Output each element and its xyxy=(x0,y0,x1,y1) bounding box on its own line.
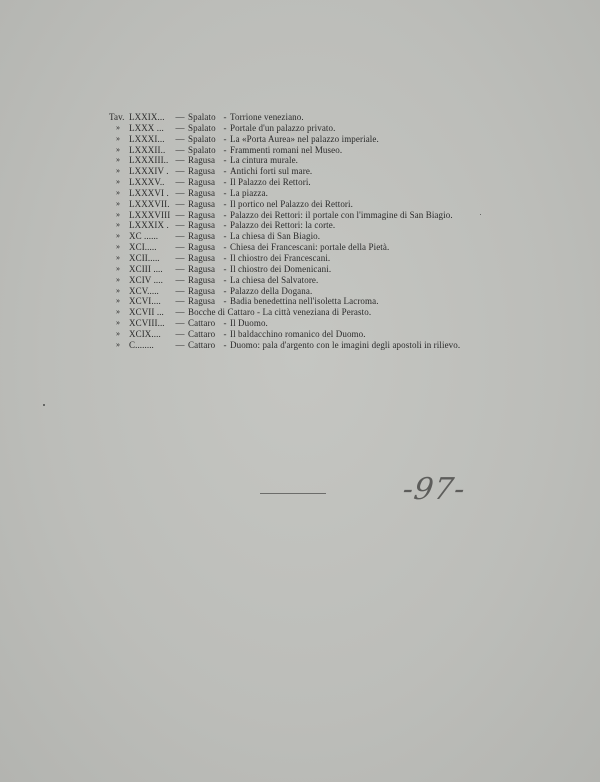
plate-description: La piazza. xyxy=(230,187,268,198)
plate-prefix: » xyxy=(115,328,121,338)
plate-row xyxy=(109,231,460,242)
plate-dash: — xyxy=(175,155,185,166)
plate-dash: — xyxy=(175,296,185,307)
plate-row xyxy=(109,188,460,199)
plate-separator: - xyxy=(223,328,227,339)
plate-prefix: » xyxy=(115,231,121,241)
plate-number: XC ...... xyxy=(129,231,159,242)
plate-prefix: » xyxy=(115,198,121,208)
plate-separator: - xyxy=(223,296,227,307)
plate-row xyxy=(109,177,460,188)
plate-city: Ragusa xyxy=(188,187,216,198)
plate-number: XCII..... xyxy=(129,252,160,263)
plate-separator: - xyxy=(223,122,227,133)
paper-speck xyxy=(480,214,481,215)
plate-number: XCVII ... xyxy=(129,307,164,318)
plate-number: LXXXIII.. xyxy=(129,155,169,166)
plate-dash: — xyxy=(175,274,185,285)
plate-prefix: » xyxy=(115,318,121,328)
plate-prefix: » xyxy=(115,274,121,284)
plate-separator: - xyxy=(223,231,227,242)
plate-dash: — xyxy=(175,144,185,155)
plate-city: Ragusa xyxy=(188,231,216,242)
plate-prefix: » xyxy=(115,187,121,197)
plate-city: Ragusa xyxy=(188,242,216,253)
plate-description: Portale d'un palazzo privato. xyxy=(230,122,336,133)
plate-number: XCIII .... xyxy=(129,263,163,274)
plate-separator: - xyxy=(223,177,227,188)
plate-prefix: » xyxy=(115,252,121,262)
plate-row xyxy=(109,134,460,145)
plate-prefix: » xyxy=(115,242,121,252)
plate-separator: - xyxy=(223,209,227,220)
plate-city: Ragusa xyxy=(188,220,216,231)
plate-separator: - xyxy=(223,155,227,166)
plate-dash: — xyxy=(175,122,185,133)
plate-number: LXXXVI . xyxy=(129,187,169,198)
plate-separator: - xyxy=(223,274,227,285)
plate-city: Cattaro xyxy=(188,339,216,350)
plate-separator: - xyxy=(223,133,227,144)
plate-row xyxy=(109,145,460,156)
plate-description: La chiesa del Salvatore. xyxy=(230,274,319,285)
plate-city: Ragusa xyxy=(188,155,216,166)
plate-row xyxy=(109,286,460,297)
plate-description: Il chiostro dei Domenicani. xyxy=(230,263,332,274)
plate-description: Duomo: pala d'argento con le imagini degli apostoli in rilievo. xyxy=(230,339,461,350)
plate-prefix: » xyxy=(115,285,121,295)
plate-description: Frammenti romani nel Museo. xyxy=(230,144,343,155)
plate-prefix: » xyxy=(115,166,121,176)
plate-number: XCV..... xyxy=(129,285,159,296)
plate-number: LXXXIV . xyxy=(129,166,169,177)
plate-row xyxy=(109,275,460,286)
plate-city: Cattaro xyxy=(188,318,216,329)
plate-separator: - xyxy=(223,285,227,296)
plate-description: Badia benedettina nell'isoletta Lacroma. xyxy=(230,296,379,307)
plate-separator: - xyxy=(223,220,227,231)
plate-number: LXXXVIII xyxy=(129,209,171,220)
paper-speck xyxy=(43,404,45,406)
plate-number: LXXXIX . xyxy=(129,220,169,231)
plate-separator: - xyxy=(223,187,227,198)
plate-row xyxy=(109,123,460,134)
plate-description: Chiesa dei Francescani: portale della Pietà. xyxy=(230,242,390,253)
plate-separator: - xyxy=(223,252,227,263)
plate-dash: — xyxy=(175,187,185,198)
plate-row xyxy=(109,253,460,264)
plate-city: Ragusa xyxy=(188,285,216,296)
plate-dash: — xyxy=(175,285,185,296)
plate-description: La chiesa di San Biagio. xyxy=(230,231,321,242)
plate-row xyxy=(109,166,460,177)
plate-dash: — xyxy=(175,133,185,144)
plate-separator: - xyxy=(223,242,227,253)
plate-description: Palazzo dei Rettori: il portale con l'immagine di San Biagio. xyxy=(230,209,453,220)
plate-row xyxy=(109,318,460,329)
plate-dash: — xyxy=(175,177,185,188)
plate-dash: — xyxy=(175,328,185,339)
plate-row xyxy=(109,210,460,221)
page-number: -97- xyxy=(400,472,468,507)
plate-number: LXXIX... xyxy=(129,112,165,122)
divider-rule xyxy=(260,493,326,494)
plate-number: LXXXV.. xyxy=(129,177,165,188)
plate-prefix: » xyxy=(115,122,121,132)
plate-description: La cintura murale. xyxy=(230,155,299,166)
plate-prefix: » xyxy=(115,296,121,306)
plate-row xyxy=(109,242,460,253)
plate-prefix: » xyxy=(115,263,121,273)
plate-description: Palazzo della Dogana. xyxy=(230,285,313,296)
plate-city: Cattaro xyxy=(188,328,216,339)
plate-row xyxy=(109,112,460,123)
plate-number: C........ xyxy=(129,339,154,350)
plate-dash: — xyxy=(175,220,185,231)
plate-number: XCI..... xyxy=(129,242,157,253)
plate-dash: — xyxy=(175,242,185,253)
plate-list xyxy=(109,112,460,351)
plate-prefix: » xyxy=(115,307,121,317)
plate-prefix: » xyxy=(115,220,121,230)
plate-separator: - xyxy=(223,144,227,155)
plate-prefix: » xyxy=(115,339,121,349)
plate-dash: — xyxy=(175,166,185,177)
plate-separator: - xyxy=(223,112,227,122)
plate-city: Ragusa xyxy=(188,274,216,285)
plate-description: La «Porta Aurea» nel palazzo imperiale. xyxy=(230,133,379,144)
plate-prefix: » xyxy=(115,133,121,143)
plate-prefix: » xyxy=(115,144,121,154)
plate-city: Spalato xyxy=(188,112,216,122)
plate-separator: - xyxy=(223,166,227,177)
plate-city: Spalato xyxy=(188,133,216,144)
plate-description: Il Palazzo dei Rettori. xyxy=(230,177,311,188)
plate-row xyxy=(109,340,460,351)
plate-number: LXXXI... xyxy=(129,133,165,144)
plate-dash: — xyxy=(175,231,185,242)
plate-number: LXXX ... xyxy=(129,122,164,133)
plate-prefix: » xyxy=(115,155,121,165)
plate-city: Ragusa xyxy=(188,296,216,307)
plate-row xyxy=(109,199,460,210)
plate-number: LXXXII.. xyxy=(129,144,166,155)
plate-dash: — xyxy=(175,307,185,318)
plate-city: Ragusa xyxy=(188,166,216,177)
plate-separator: - xyxy=(223,263,227,274)
plate-description: Il Duomo. xyxy=(230,318,268,329)
plate-description: Il chiostro dei Francescani. xyxy=(230,252,331,263)
plate-separator: - xyxy=(223,198,227,209)
plate-prefix: » xyxy=(115,177,121,187)
plate-city: Ragusa xyxy=(188,177,216,188)
plate-number: XCIV .... xyxy=(129,274,163,285)
plate-city: Ragusa xyxy=(188,198,216,209)
plate-dash: — xyxy=(175,263,185,274)
plate-dash: — xyxy=(175,198,185,209)
plate-city: Spalato xyxy=(188,122,216,133)
plate-number: LXXXVII. xyxy=(129,198,170,209)
plate-number: XCVI.... xyxy=(129,296,161,307)
plate-location-description: Bocche di Cattaro - La città veneziana di Perasto. xyxy=(188,307,372,318)
plate-description: Il baldacchino romanico del Duomo. xyxy=(230,328,366,339)
plate-row xyxy=(109,155,460,166)
plate-city: Ragusa xyxy=(188,263,216,274)
plate-prefix: Tav. xyxy=(109,112,125,122)
plate-dash: — xyxy=(175,209,185,220)
plate-description: Palazzo dei Rettori: la corte. xyxy=(230,220,336,231)
plate-separator: - xyxy=(223,339,227,350)
plate-row xyxy=(109,329,460,340)
plate-description: Antichi forti sul mare. xyxy=(230,166,313,177)
plate-description: Il portico nel Palazzo dei Rettori. xyxy=(230,198,353,209)
plate-city: Spalato xyxy=(188,144,216,155)
plate-row xyxy=(109,220,460,231)
plate-row xyxy=(109,264,460,275)
plate-city: Ragusa xyxy=(188,209,216,220)
plate-number: XCVIII... xyxy=(129,318,165,329)
plate-city: Ragusa xyxy=(188,252,216,263)
plate-separator: - xyxy=(223,318,227,329)
plate-dash: — xyxy=(175,318,185,329)
plate-row xyxy=(109,296,460,307)
plate-dash: — xyxy=(175,112,185,122)
plate-dash: — xyxy=(175,252,185,263)
plate-prefix: » xyxy=(115,209,121,219)
plate-row xyxy=(109,307,460,318)
plate-description: Torrione veneziano. xyxy=(230,112,304,122)
plate-dash: — xyxy=(175,339,185,350)
plate-number: XCIX.... xyxy=(129,328,161,339)
